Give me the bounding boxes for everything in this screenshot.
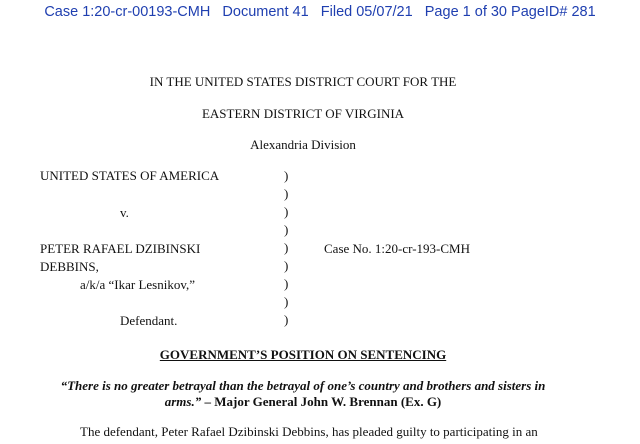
epigraph-attribution: – Major General John W. Brennan (Ex. G) [201,394,442,409]
filed-date: Filed 05/07/21 [320,4,413,20]
epigraph-quote-line1: “There is no greater betrayal than the betrayal of one’s country and brothers and sisters in [60,378,546,393]
caption-paren: ) [284,186,289,201]
court-division: Alexandria Division [250,137,356,152]
defendant-name-line2: DEBBINS, [40,259,99,274]
caption-paren: ) [284,312,289,327]
epigraph-quote-line2: arms.” [164,394,202,409]
caption-paren: ) [284,168,289,183]
defendant-role: Defendant. [120,313,178,328]
defendant-name-line1: PETER RAFAEL DZIBINSKI [40,241,201,256]
defendant-alias: a/k/a “Ikar Lesnikov,” [80,277,196,292]
versus: v. [120,205,129,220]
case-number: Case No. 1:20-cr-193-CMH [324,241,470,256]
document-title: GOVERNMENT’S POSITION ON SENTENCING [159,347,447,362]
caption-paren: ) [284,204,289,219]
caption-paren: ) [284,294,289,309]
body-paragraph-first-line: The defendant, Peter Rafael Dzibinski Debbins, has pleaded guilty to participating in an [80,424,538,439]
document-number: Document 41 [222,4,309,20]
page-id: Page 1 of 30 PageID# 281 [424,4,596,20]
plaintiff-name: UNITED STATES OF AMERICA [40,168,220,183]
court-name-line1: IN THE UNITED STATES DISTRICT COURT FOR THE [149,74,457,89]
epigraph-line2 [0,394,606,410]
court-name-line2: EASTERN DISTRICT OF VIRGINIA [201,106,405,121]
caption-paren: ) [284,258,289,273]
caption-paren: ) [284,276,289,291]
caption-paren: ) [284,222,289,237]
case-number-header: Case 1:20-cr-00193-CMH [44,4,211,20]
caption-paren: ) [284,240,289,255]
ecf-header [0,4,640,20]
